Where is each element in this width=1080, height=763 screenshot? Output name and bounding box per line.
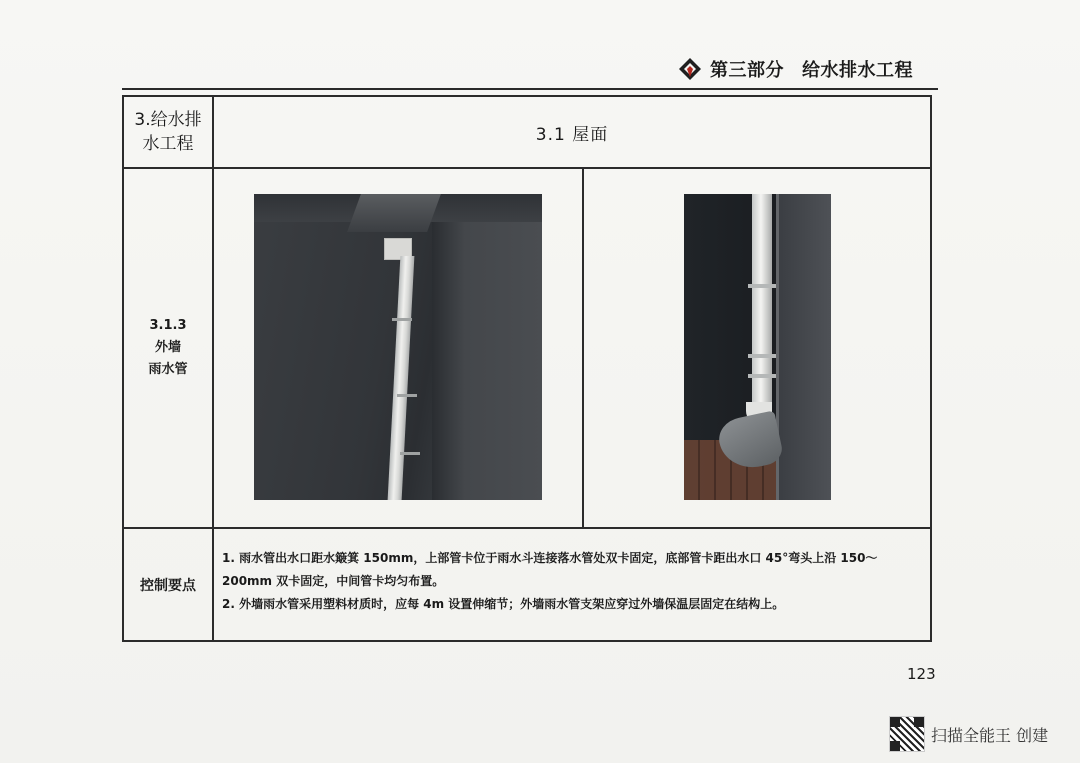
control-points-label: 控制要点: [140, 577, 196, 594]
category-line-2: 水工程: [142, 134, 194, 154]
rainwater-pipe: [752, 194, 772, 412]
item-cell: [124, 169, 212, 527]
page-header: [678, 52, 913, 86]
category-cell: [124, 97, 212, 167]
row-divider: [124, 167, 930, 169]
page-number: 123: [907, 665, 936, 683]
part-title: 给水排水工程: [802, 60, 913, 81]
item-line-1: 外墙: [154, 340, 181, 355]
qr-code-icon: [889, 716, 925, 752]
item-line-2: 雨水管: [148, 362, 188, 377]
diamond-logo-icon: [678, 57, 702, 81]
downpipe-photo-wall: [254, 194, 542, 500]
category-line-1: 3.给水排: [134, 110, 202, 130]
photo-divider: [582, 169, 584, 527]
control-point: 1. 雨水管出水口距水簸箕 150mm，上部管卡位于雨水斗连接落水管处双卡固定，底部管卡距出水口 45°弯头上沿 150～200mm 双卡固定，中间管卡均匀布置。: [222, 551, 878, 588]
part-label: 第三部分: [710, 60, 784, 81]
header-divider: [122, 88, 938, 90]
item-code: 3.1.3: [149, 318, 187, 333]
scanner-watermark: [889, 716, 1048, 752]
watermark-text: 扫描全能王 创建: [931, 725, 1049, 745]
downpipe-photo-outlet: [684, 194, 831, 500]
control-point: 2. 外墙雨水管采用塑料材质时，应每 4m 设置伸缩节；外墙雨水管支架应穿过外墙保温层固定在结构上。: [222, 597, 785, 611]
control-points-text: [222, 547, 924, 616]
rainwater-pipe: [388, 256, 415, 500]
column-divider: [212, 97, 214, 640]
section-title: 3.1 屋面: [535, 124, 609, 145]
row-divider: [124, 527, 930, 529]
inspection-table: [122, 95, 932, 642]
section-heading: [710, 56, 913, 82]
